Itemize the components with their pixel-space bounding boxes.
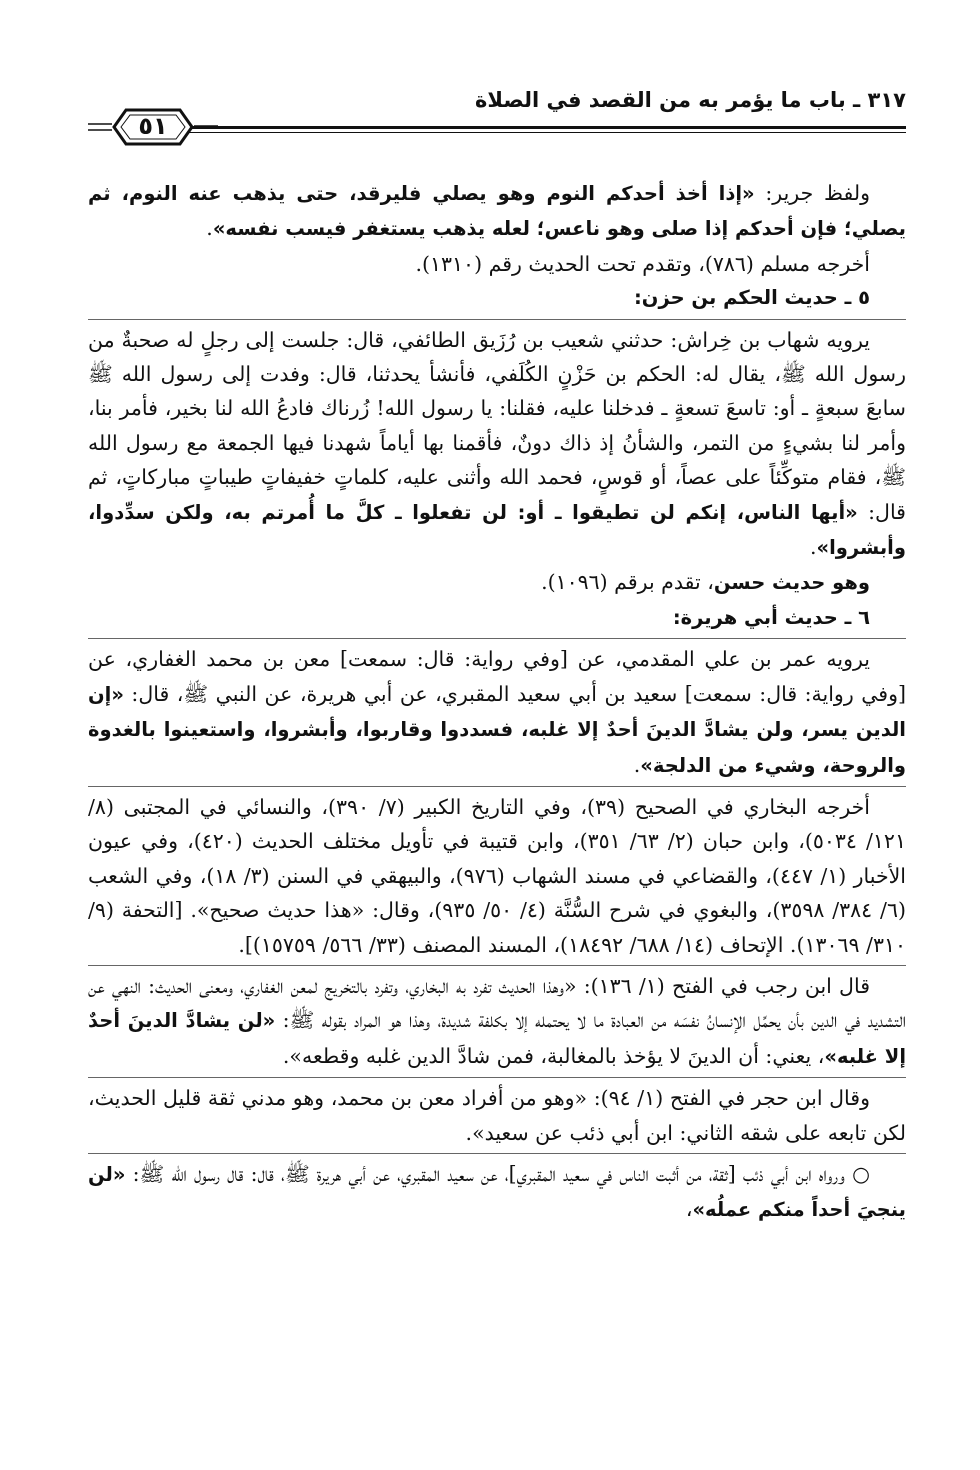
hadith-quote: «لن يشادَّ الدينَ أحدٌ إلا غلبه» bbox=[88, 1009, 906, 1068]
text-run: . bbox=[206, 216, 213, 241]
grade-label: وهو حديث حسن bbox=[713, 571, 870, 595]
hadith-quote: «لن ينجيَ أحداً منكم عملُه» bbox=[88, 1162, 906, 1222]
text-run: . bbox=[633, 752, 641, 777]
text-run: . bbox=[809, 535, 817, 560]
text-run: يرويه شهاب بن خِراش: حدثني شعيب بن رُزَيق الطائفي، قال: جلست إلى رجلٍ له صحبةٌ من رسول الله ﷺ، يقال له: الحكم بن حَزْنٍ الكُلَفي، فأنشأ يحدثنا، قال: وفدت إلى رسول الله ﷺ سابعَ سبعةٍ ـ أو: تاسعَ تسعةٍ ـ فدخلنا عليه، فقلنا: يا رسول الله! زُرناك فادعُ الله لنا بخير، فأمر بنا، وأمر لنا بشيءٍ من التمر، والشأنُ إذ ذاك دونٌ، فأقمنا بها أياماً شهدنا فيها الجمعة مع رسول الله ﷺ، فقام متوكِّئاً على عصاً، أو قوسٍ، فحمد الله وأثنى عليه، كلماتٍ خفيفاتٍ طيباتٍ مباركاتٍ، ثم قال: bbox=[88, 327, 906, 524]
text-run: ، تقدم برقم (١٠٩٦). bbox=[541, 570, 714, 595]
text-run: ولفظ جرير: bbox=[754, 181, 870, 205]
text-run: يرويه عمر بن علي المقدمي، عن [وفي رواية: قال: سمعت] معن بن محمد الغفاري، عن [وفي رواية: قال: سمعت] سعيد بن أبي سعيد المقبري، عن أبي هريرة، عن النبي ﷺ، قال: bbox=[88, 647, 906, 706]
page-number: ٥١ bbox=[138, 112, 168, 140]
header-rule bbox=[188, 126, 906, 129]
paragraph-grade bbox=[88, 565, 906, 600]
divider bbox=[88, 638, 906, 639]
divider bbox=[88, 1153, 906, 1154]
paragraph-ibn-abi-dhib bbox=[88, 1157, 906, 1228]
section-heading-5: ٥ ـ حديث الحكم بن حزن: bbox=[634, 286, 870, 310]
text-run: ، يعني: أن الدينَ لا يؤخذ بالمغالبة، فمن شادَّ الدين غلبه وقطعه». bbox=[282, 1043, 825, 1068]
hadith-quote: «إذا أخذ أحدكم النوم وهو يصلي فليرقد، حتى يذهب عنه النوم، ثم يصلي؛ فإن أحدكم إذا صلى وهو ناعس؛ لعله يذهب يستغفر فيسب نفسه» bbox=[88, 182, 906, 241]
book-page bbox=[88, 80, 906, 1450]
paragraph-ibn-hajar: وقال ابن حجر في الفتح (١/ ٩٤): «وهو من أفراد معن بن محمد، وهو مدني ثقة قليل الحديث، لكن تابعه على شقه الثاني: ابن أبي ذئب عن سعيد». bbox=[88, 1086, 906, 1145]
paragraph-jarir bbox=[88, 176, 906, 247]
paragraph-abu-hurayra bbox=[88, 642, 906, 783]
text-run: قال ابن رجب في الفتح (١/ ١٣٦): «وهذا الحديث تفرد به البخاري، وتفرد بالتخريج لمعن الغفاري، ومعنى الحديث: النهي عن التشديد في الدين بأن يحمِّل الإنسانُ نفسَه من العبادة ما لا يحتمله إلا بكلفة شديدة، وهذا هو المراد بقوله ﷺ: bbox=[88, 973, 906, 1033]
divider bbox=[88, 319, 906, 320]
text-run: ، bbox=[685, 1197, 693, 1222]
hadith-quote: «إن الدين يسر، ولن يشادَّ الدينَ أحدٌ إلا غلبه، فسددوا وقاربوا، وأبشروا، واستعينوا بالغدوة والروحة، وشيء من الدلجة» bbox=[88, 682, 906, 777]
body-text bbox=[88, 176, 906, 1228]
text-run: ○ ورواه ابن أبي ذئب [ثقة، من أثبت الناس في سعيد المقبري]، عن سعيد المقبري، عن أبي هريرة ﷺ، قال: قال رسول الله ﷺ: bbox=[125, 1161, 870, 1186]
paragraph-takhrij-muslim: أخرجه مسلم (٧٨٦)، وتقدم تحت الحديث رقم (١٣١٠). bbox=[415, 251, 870, 276]
divider bbox=[88, 965, 906, 966]
divider bbox=[88, 1077, 906, 1078]
header-rule-thin bbox=[188, 132, 906, 133]
hadith-quote: «أيها الناس، إنكم لن تطيقوا ـ أو: لن تفعلوا ـ كلَّ ما أُمرتم به، ولكن سدِّدوا، وأبشروا» bbox=[88, 500, 906, 560]
section-heading-6: ٦ ـ حديث أبي هريرة: bbox=[672, 605, 870, 629]
paragraph-takhrij-bukhari: أخرجه البخاري في الصحيح (٣٩)، وفي التاريخ الكبير (٧/ ٣٩٠)، والنسائي في المجتبى (٨/ ١٢١/ ٥٠٣٤)، وابن حبان (٢/ ٦٣/ ٣٥١)، وابن قتيبة في تأويل مختلف الحديث (٤٢٠)، وفي عيون الأخبار (١/ ٤٤٧)، والقضاعي في مسند الشهاب (٩٧٦)، والبيهقي في السنن (٣/ ١٨)، وفي الشعب (٦/ ٣٨٤/ ٣٥٩٨)، والبغوي في شرح السُّنَّة (٤/ ٥٠/ ٩٣٥)، وقال: «هذا حديث صحيح». [التحفة (٩/ ٣١٠/ ١٣٠٦٩). الإتحاف (١٤/ ٦٨٨/ ١٨٤٩٢)، المسند المصنف (٣٣/ ٥٦٦/ ١٥٧٥٩)]. bbox=[88, 794, 906, 957]
running-header bbox=[88, 80, 906, 150]
chapter-title: ٣١٧ ـ باب ما يؤمر به من القصد في الصلاة bbox=[475, 88, 906, 112]
divider bbox=[88, 786, 906, 787]
paragraph-ibn-rajab bbox=[88, 969, 906, 1074]
page-number-badge bbox=[88, 104, 218, 148]
paragraph-hakam bbox=[88, 323, 906, 566]
